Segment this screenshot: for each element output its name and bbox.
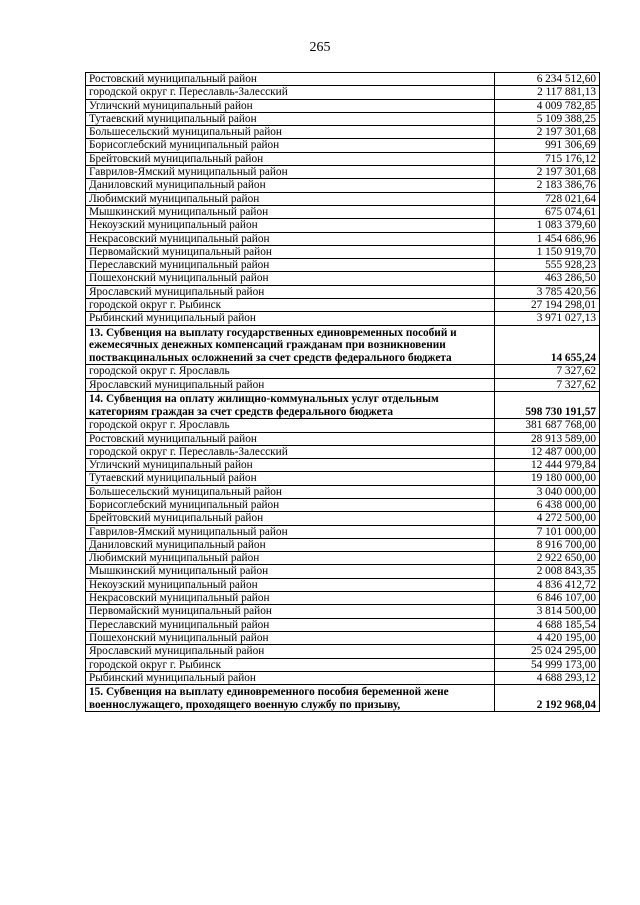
municipality-name: Брейтовский муниципальный район bbox=[86, 512, 495, 525]
amount: 4 272 500,00 bbox=[495, 512, 600, 525]
amount: 381 687 768,00 bbox=[495, 419, 600, 432]
table-row bbox=[86, 618, 600, 631]
table-row bbox=[86, 112, 600, 125]
table-row bbox=[86, 152, 600, 165]
amount: 7 327,62 bbox=[495, 365, 600, 378]
municipality-name: Большесельский муниципальный район bbox=[86, 485, 495, 498]
section-row bbox=[86, 685, 600, 712]
municipality-name: Борисоглебский муниципальный район bbox=[86, 498, 495, 511]
table-row bbox=[86, 658, 600, 671]
municipality-name: Борисоглебский муниципальный район bbox=[86, 139, 495, 152]
municipality-name: Ростовский муниципальный район bbox=[86, 73, 495, 86]
municipality-name: Переславский муниципальный район bbox=[86, 259, 495, 272]
amount: 8 916 700,00 bbox=[495, 538, 600, 551]
municipality-name: Угличский муниципальный район bbox=[86, 99, 495, 112]
amount: 463 286,50 bbox=[495, 272, 600, 285]
table-row bbox=[86, 605, 600, 618]
table-row bbox=[86, 645, 600, 658]
table-row bbox=[86, 459, 600, 472]
municipality-name: городской округ г. Рыбинск bbox=[86, 299, 495, 312]
table-row bbox=[86, 166, 600, 179]
table-row bbox=[86, 565, 600, 578]
table-row bbox=[86, 205, 600, 218]
amount: 3 785 420,56 bbox=[495, 285, 600, 298]
table-row bbox=[86, 232, 600, 245]
amount: 2 008 843,35 bbox=[495, 565, 600, 578]
table-row bbox=[86, 245, 600, 258]
municipality-name: Мышкинский муниципальный район bbox=[86, 205, 495, 218]
table-row bbox=[86, 99, 600, 112]
amount: 4 688 293,12 bbox=[495, 671, 600, 684]
amount: 2 117 881,13 bbox=[495, 86, 600, 99]
municipality-name: Тутаевский муниципальный район bbox=[86, 112, 495, 125]
table-row bbox=[86, 631, 600, 644]
amount: 1 454 686,96 bbox=[495, 232, 600, 245]
table-row bbox=[86, 432, 600, 445]
section-title: 14. Субвенция на оплату жилищно-коммунальных услуг отдельным категориям граждан за счет средств федерального бюджета bbox=[86, 392, 495, 419]
table-row bbox=[86, 219, 600, 232]
amount: 6 438 000,00 bbox=[495, 498, 600, 511]
table-row bbox=[86, 512, 600, 525]
municipality-name: Некрасовский муниципальный район bbox=[86, 232, 495, 245]
municipality-name: Пошехонский муниципальный район bbox=[86, 272, 495, 285]
amount: 2 197 301,68 bbox=[495, 126, 600, 139]
table-row bbox=[86, 538, 600, 551]
amount: 715 176,12 bbox=[495, 152, 600, 165]
table-row bbox=[86, 445, 600, 458]
amount: 3 040 000,00 bbox=[495, 485, 600, 498]
table-row bbox=[86, 285, 600, 298]
table-row bbox=[86, 671, 600, 684]
table-row bbox=[86, 126, 600, 139]
municipality-name: Переславский муниципальный район bbox=[86, 618, 495, 631]
municipality-name: Гаврилов-Ямский муниципальный район bbox=[86, 525, 495, 538]
municipality-name: городской округ г. Переславль-Залесский bbox=[86, 86, 495, 99]
municipality-name: Мышкинский муниципальный район bbox=[86, 565, 495, 578]
amount: 991 306,69 bbox=[495, 139, 600, 152]
table-row bbox=[86, 259, 600, 272]
municipality-name: Любимский муниципальный район bbox=[86, 192, 495, 205]
municipality-name: Брейтовский муниципальный район bbox=[86, 152, 495, 165]
table-row bbox=[86, 299, 600, 312]
amount: 4 009 782,85 bbox=[495, 99, 600, 112]
municipality-name: Большесельский муниципальный район bbox=[86, 126, 495, 139]
table-row bbox=[86, 498, 600, 511]
table-row bbox=[86, 419, 600, 432]
municipality-name: Угличский муниципальный район bbox=[86, 459, 495, 472]
municipality-name: Некоузский муниципальный район bbox=[86, 578, 495, 591]
table-row bbox=[86, 578, 600, 591]
table-row bbox=[86, 192, 600, 205]
municipality-name: городской округ г. Ярославль bbox=[86, 419, 495, 432]
municipality-name: Даниловский муниципальный район bbox=[86, 538, 495, 551]
amount: 2 922 650,00 bbox=[495, 552, 600, 565]
amount: 7 101 000,00 bbox=[495, 525, 600, 538]
municipality-name: Первомайский муниципальный район bbox=[86, 245, 495, 258]
municipality-name: Рыбинский муниципальный район bbox=[86, 312, 495, 325]
amount: 4 420 195,00 bbox=[495, 631, 600, 644]
table-row bbox=[86, 552, 600, 565]
amount: 27 194 298,01 bbox=[495, 299, 600, 312]
amount: 1 083 379,60 bbox=[495, 219, 600, 232]
amount: 3 971 027,13 bbox=[495, 312, 600, 325]
municipality-name: Пошехонский муниципальный район bbox=[86, 631, 495, 644]
municipality-name: городской округ г. Переславль-Залесский bbox=[86, 445, 495, 458]
amount: 54 999 173,00 bbox=[495, 658, 600, 671]
amount: 5 109 388,25 bbox=[495, 112, 600, 125]
table-row bbox=[86, 485, 600, 498]
table-body bbox=[86, 73, 600, 712]
amount: 12 487 000,00 bbox=[495, 445, 600, 458]
municipality-name: Гаврилов-Ямский муниципальный район bbox=[86, 166, 495, 179]
table-row bbox=[86, 472, 600, 485]
municipality-name: Даниловский муниципальный район bbox=[86, 179, 495, 192]
table-row bbox=[86, 179, 600, 192]
amount: 19 180 000,00 bbox=[495, 472, 600, 485]
table-row bbox=[86, 86, 600, 99]
municipality-name: Некрасовский муниципальный район bbox=[86, 592, 495, 605]
municipality-name: городской округ г. Рыбинск bbox=[86, 658, 495, 671]
amount: 25 024 295,00 bbox=[495, 645, 600, 658]
amount: 12 444 979,84 bbox=[495, 459, 600, 472]
table-row bbox=[86, 139, 600, 152]
amount: 3 814 500,00 bbox=[495, 605, 600, 618]
amount: 675 074,61 bbox=[495, 205, 600, 218]
municipality-name: городской округ г. Ярославль bbox=[86, 365, 495, 378]
amount: 6 234 512,60 bbox=[495, 73, 600, 86]
section-row bbox=[86, 392, 600, 419]
subvention-table bbox=[85, 72, 600, 712]
amount: 7 327,62 bbox=[495, 378, 600, 391]
municipality-name: Ярославский муниципальный район bbox=[86, 378, 495, 391]
amount: 4 836 412,72 bbox=[495, 578, 600, 591]
amount: 6 846 107,00 bbox=[495, 592, 600, 605]
amount: 555 928,23 bbox=[495, 259, 600, 272]
amount: 2 183 386,76 bbox=[495, 179, 600, 192]
section-total: 14 655,24 bbox=[495, 325, 600, 365]
amount: 1 150 919,70 bbox=[495, 245, 600, 258]
section-title: 13. Субвенция на выплату государственных единовременных пособий и ежемесячных денежных компенсаций гражданам при возникновении поствакцинальных осложнений за счет средств федерального бюджета bbox=[86, 325, 495, 365]
amount: 28 913 589,00 bbox=[495, 432, 600, 445]
municipality-name: Тутаевский муниципальный район bbox=[86, 472, 495, 485]
municipality-name: Ростовский муниципальный район bbox=[86, 432, 495, 445]
table-row bbox=[86, 378, 600, 391]
municipality-name: Ярославский муниципальный район bbox=[86, 645, 495, 658]
municipality-name: Некоузский муниципальный район bbox=[86, 219, 495, 232]
table-row bbox=[86, 73, 600, 86]
amount: 2 197 301,68 bbox=[495, 166, 600, 179]
municipality-name: Любимский муниципальный район bbox=[86, 552, 495, 565]
section-total: 598 730 191,57 bbox=[495, 392, 600, 419]
section-total: 2 192 968,04 bbox=[495, 685, 600, 712]
table-row bbox=[86, 592, 600, 605]
page-number: 265 bbox=[309, 40, 331, 55]
section-row bbox=[86, 325, 600, 365]
municipality-name: Ярославский муниципальный район bbox=[86, 285, 495, 298]
amount: 728 021,64 bbox=[495, 192, 600, 205]
municipality-name: Первомайский муниципальный район bbox=[86, 605, 495, 618]
table-row bbox=[86, 312, 600, 325]
table-row bbox=[86, 365, 600, 378]
table-row bbox=[86, 525, 600, 538]
amount: 4 688 185,54 bbox=[495, 618, 600, 631]
section-title: 15. Субвенция на выплату единовременного пособия беременной жене военнослужащего, проходящего военную службу по призыву, bbox=[86, 685, 495, 712]
table-row bbox=[86, 272, 600, 285]
municipality-name: Рыбинский муниципальный район bbox=[86, 671, 495, 684]
